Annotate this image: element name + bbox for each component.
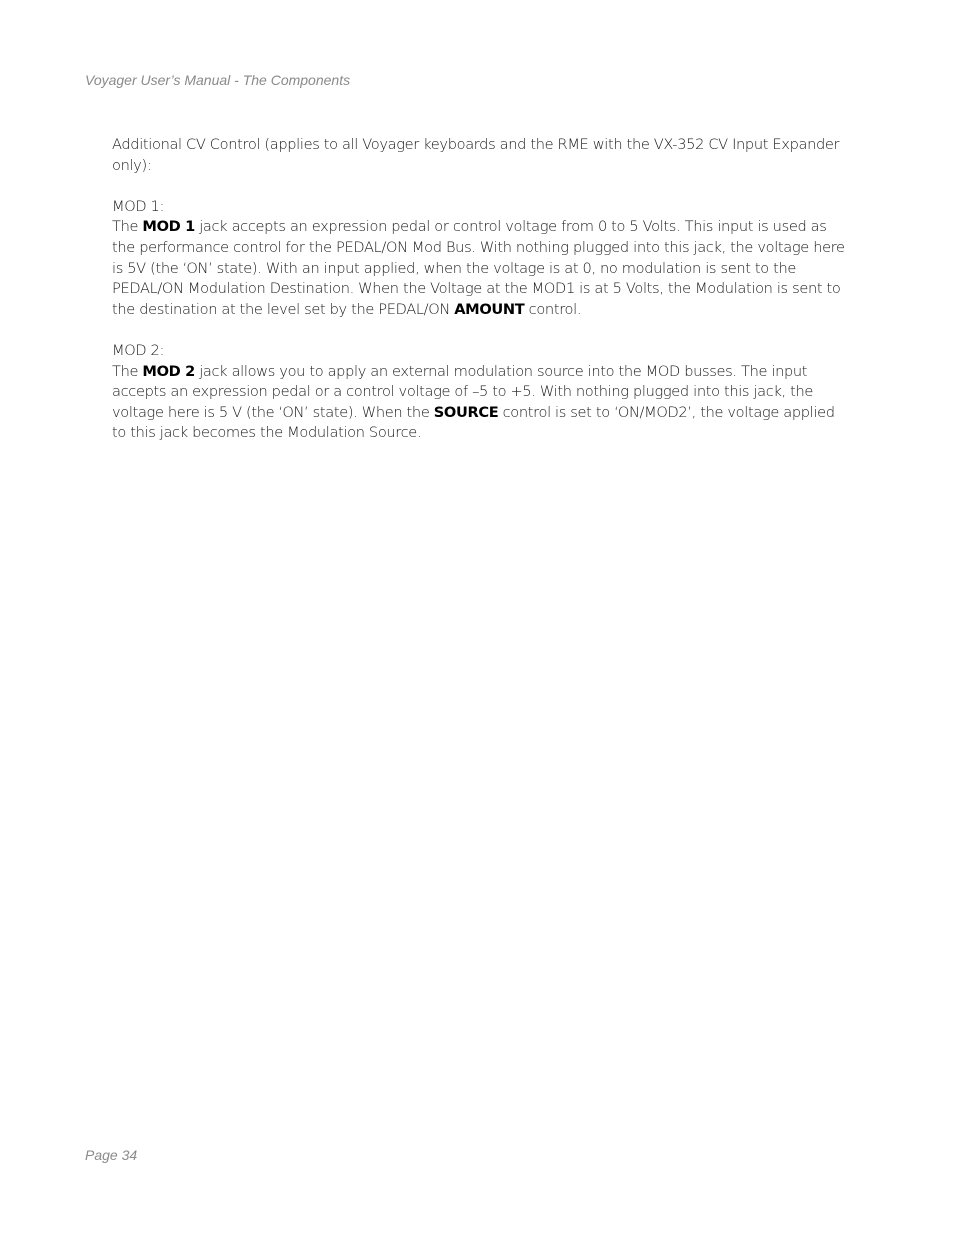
page-body (112, 135, 852, 444)
mod1-body: jack accepts an expression pedal or control voltage from 0 to 5 Volts. This input is used as the performance control for the PEDAL/ON Mod Bus. With nothing plugged into this jack, the voltage here is 5V (the ‘ON’ state). With an input applied, when the voltage is at 0, no modulation is sent to the PEDAL/ON Modulation Destination. When the Voltage at the MOD1 is at 5 Volts, the Modulation is sent to the destination at the level set by the PEDAL/ON (112, 218, 845, 318)
paragraph-gap (112, 320, 852, 341)
mod2-lead: The (112, 362, 143, 380)
source-control-term: SOURCE (433, 403, 499, 421)
mod2-term: MOD 2 (142, 362, 195, 380)
mod2-paragraph (112, 362, 852, 444)
mod1-heading: MOD 1: (112, 197, 165, 215)
mod1-lead: The (112, 218, 143, 236)
mod1-term: MOD 1 (142, 218, 195, 236)
running-header: Voyager User’s Manual - The Components (85, 72, 351, 88)
intro-paragraph: Additional CV Control (applies to all Voyager keyboards and the RME with the VX-352 CV Input Expander only): (112, 136, 840, 174)
page-number: Page 34 (85, 1147, 138, 1163)
amount-control-term: AMOUNT (454, 300, 525, 318)
mod2-heading: MOD 2: (112, 341, 165, 359)
mod1-tail: control. (524, 300, 582, 318)
paragraph-gap (112, 176, 852, 197)
mod2-tail: control is set to ‘ON/MOD2’, the voltage applied to this jack becomes the Modulation Source. (112, 403, 835, 442)
mod2-body: jack allows you to apply an external modulation source into the MOD busses. The input accepts an expression pedal or a control voltage of –5 to +5. With nothing plugged into this jack, the voltage here is 5 V (the ‘ON’ state). When the (112, 362, 814, 421)
mod1-paragraph (112, 217, 852, 320)
